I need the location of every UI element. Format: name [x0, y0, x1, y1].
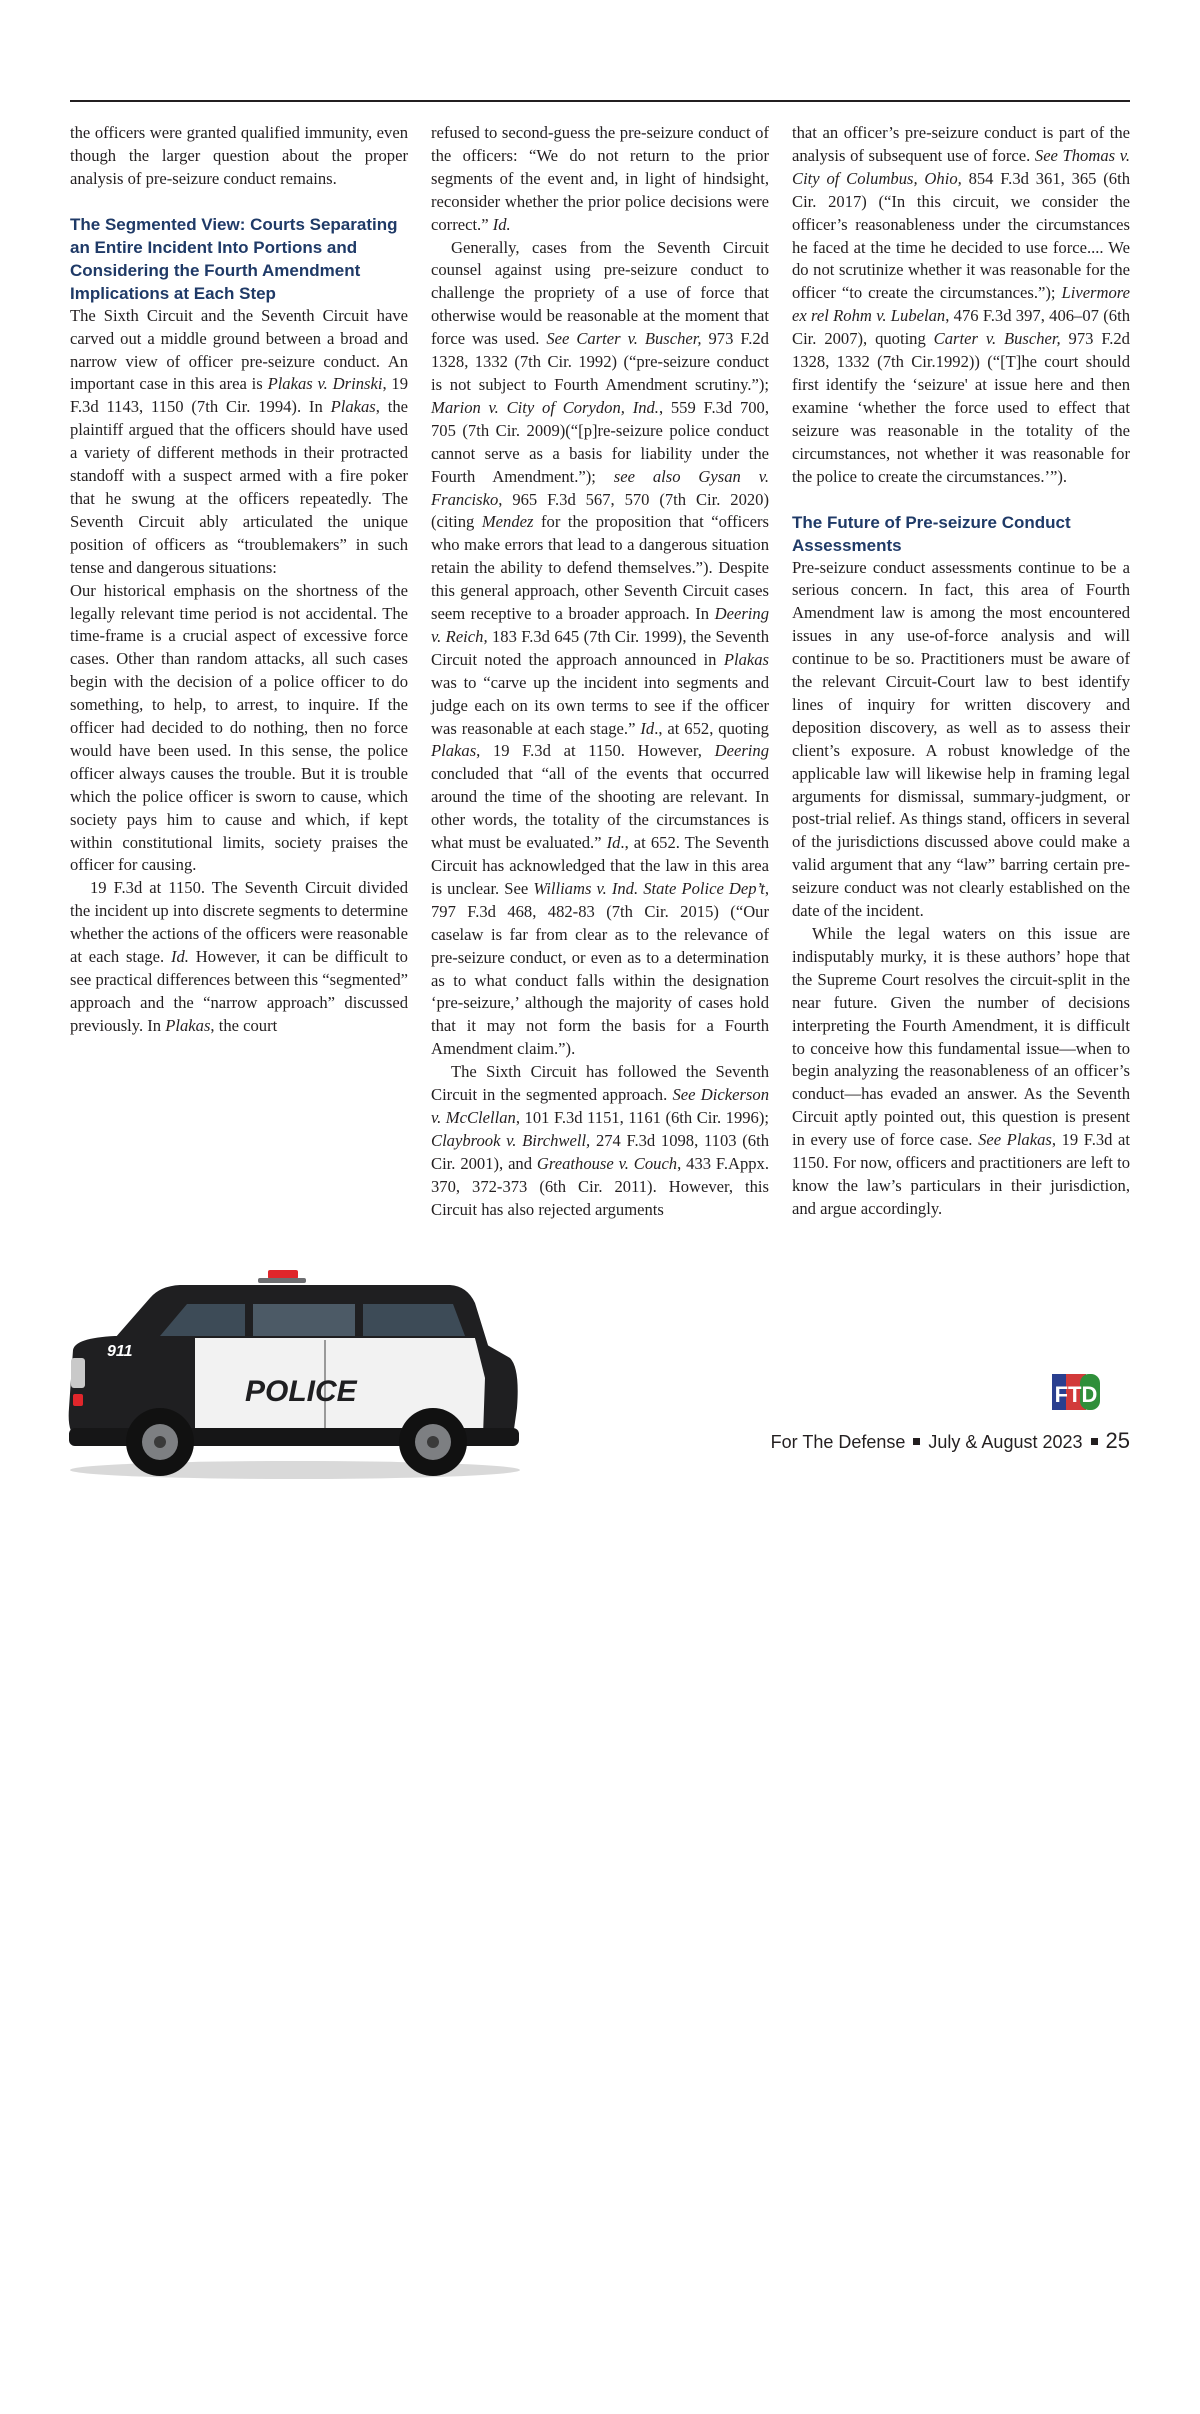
block-quote: Our historical emphasis on the shortness of the legally relevant time period is not accidental. The time-frame is a crucial aspect of excessive force cases. Other than random attacks, all such cases begin with the decision of a police officer to do something, to help, to arrest, to inquire. If the officer had decided to do nothing, then no force would have been used. In this sense, the police officer always causes the trouble. But it is trouble which the police officer is sworn to cause, which society pays him to cause and which, if kept within constitutional limits, society praises the officer for causing. — [70, 580, 408, 875]
headlight — [71, 1358, 85, 1388]
section-heading: The Future of Pre-seizure Conduct Assessments — [792, 512, 1071, 555]
light-bar-base — [258, 1278, 306, 1283]
car-window-rear — [363, 1304, 465, 1336]
police-suv-illustration — [55, 1258, 525, 1483]
paragraph: While the legal waters on this issue are indisputably murky, it is these authors’ hope that the Supreme Court resolves the circuit-split in the near future. Given the number of decisions interpreting the Fourth Amendment, it is difficult to conceive how this fundamental issue—when to begin analyzing the reasonableness of an officer’s conduct—has evaded an answer. As the Seventh Circuit aptly pointed out, this question is present in every use of force case. See Plakas, 19 F.3d at 1150. For now, officers and practitioners are left to know the law’s particulars in their jurisdiction, and argue accordingly. — [792, 924, 1131, 1218]
car-window-middle — [253, 1304, 355, 1336]
light-bar — [268, 1270, 298, 1279]
header-rule — [70, 100, 1130, 102]
column-1 — [70, 122, 408, 1038]
publication-name: For The Defense — [770, 1432, 906, 1452]
paragraph: 19 F.3d at 1150. The Seventh Circuit divided the incident up into discrete segments to determine whether the actions of the officers were reasonable at each stage. Id. However, it can be difficult to see practical differences between this “segmented” approach and the “narrow approach” discussed previously. In Plakas, the court — [70, 878, 408, 1035]
paragraph: The Sixth Circuit has followed the Seventh Circuit in the segmented approach. See Dickerson v. McClellan, 101 F.3d 1151, 1161 (6th Cir. 1996); Claybrook v. Birchwell, 274 F.3d 1098, 1103 (6th Cir. 2001), and Greathouse v. Couch, 433 F.Appx. 370, 372-373 (6th Cir. 2011). However, this Circuit has also rejected arguments — [431, 1062, 769, 1219]
car-door-text: POLICE — [245, 1375, 357, 1408]
paragraph: Generally, cases from the Seventh Circuit counsel against using pre-seizure conduct to challenge the propriety of a use of force that otherwise would be reasonable at the moment that force was used. See Carter v. Buscher, 973 F.2d 1328, 1332 (7th Cir. 1992) (“pre-seizure conduct is not subject to Fourth Amendment scrutiny.”); Marion v. City of Corydon, Ind., 559 F.3d 700, 705 (7th Cir. 2009)(“[p]re-seizure police conduct cannot serve as a basis for liability under the Fourth Amendment.”); see also Gysan v. Francisko, 965 F.3d 567, 570 (7th Cir. 2020) (citing Mendez for the proposition that “officers who make errors that lead to a dangerous situation retain the ability to defend themselves.”). Despite this general approach, other Seventh Circuit cases seem receptive to a broader approach. In Deering v. Reich, 183 F.3d 645 (7th Cir. 1999), the Seventh Circuit noted the approach announced in Plakas was to “carve up the incident into segments and judge each on its own terms to see if the officer was reasonable at each stage.” Id., at 652, quoting Plakas, 19 F.3d at 1150. However, Deering concluded that “all of the events that occurred around the time of the shooting are relevant. In other words, the totality of the circumstances is what must be evaluated.” Id., at 652. The Seventh Circuit has acknowledged that the law in this area is unclear. See Williams v. Ind. State Police Dep’t, 797 F.3d 468, 482-83 (7th Cir. 2015) (“Our caselaw is far from clear as to the relevance of pre-seizure conduct, or even as to a determination as to what conduct falls within the designation ‘pre-seizure,’ although the majority of cases hold that it may not form the basis for a Fourth Amendment claim.”). — [431, 237, 770, 1059]
separator-square-icon — [1091, 1438, 1098, 1445]
paragraph: Pre-seizure conduct assessments continue to be a serious concern. In fact, this area of Fourth Amendment law is among the most encountered issues in any use-of-force analysis and will continue to be so. Practitioners must be aware of the relevant Circuit-Court law to best identify lines of inquiry for written discovery and deposition discovery, as well as to assess their client’s exposure. A robust knowledge of the applicable law will likewise help in framing legal arguments for dismissal, summary-judgment, or post-trial relief. As things stand, officers in several of the jurisdictions discussed above could make a valid argument that any “law” barring certain pre-seizure conduct was not clearly established on the date of the incident. — [792, 557, 1130, 921]
page-number: 25 — [1105, 1428, 1130, 1453]
paragraph: refused to second-guess the pre-seizure conduct of the officers: “We do not return to the prior segments of the event and, in light of hindsight, reconsider whether the prior police decisions were correct.” Id. — [431, 123, 769, 234]
front-light — [73, 1394, 83, 1406]
ftd-logo — [1052, 1372, 1100, 1412]
issue-date: July & August 2023 — [928, 1432, 1083, 1452]
column-3 — [792, 122, 1130, 1221]
page-footer — [771, 1428, 1130, 1454]
logo-text: FTD — [1054, 1382, 1098, 1407]
paragraph: that an officer’s pre-seizure conduct is part of the analysis of subsequent use of force. See Thomas v. City of Columbus, Ohio, 854 F.3d 361, 365 (6th Cir. 2017) (“In this circuit, we consider the officer’s reasonableness under the circumstances he faced at the time he decided to use force.... We do not scrutinize whether it was reasonable for the officer “to create the circumstances.”); Livermore ex rel Rohm v. Lubelan, 476 F.3d 397, 406–07 (6th Cir. 2007), quoting Carter v. Buscher, 973 F.2d 1328, 1332 (7th Cir.1992)) (“[T]he court should first identify the ‘seizure' at issue here and then examine ‘whether the force used to effect that seizure was reasonable in the totality of the circumstances, not whether it was reasonable for the police to create the circumstances.’”). — [792, 123, 1130, 486]
paragraph: the officers were granted qualified immunity, even though the larger question about the proper analysis of pre-seizure conduct remains. — [70, 123, 408, 188]
car-hood-text: 911 — [107, 1343, 133, 1360]
section-heading: The Segmented View: Courts Separating an Entire Incident Into Portions and Considering the Fourth Amendment Implications at Each Step — [70, 214, 398, 303]
separator-square-icon — [913, 1438, 920, 1445]
paragraph: The Sixth Circuit and the Seventh Circuit have carved out a middle ground between a broad and narrow view of officer pre-seizure conduct. An important case in this area is Plakas v. Drinski, 19 F.3d 1143, 1150 (7th Cir. 1994). In Plakas, the plaintiff argued that the officers should have used a variety of different methods in their protracted standoff with a suspect armed with a fire poker that he swung at the officers repeatedly. The Seventh Circuit ably articulated the unique position of officers as “troublemakers” in such tense and dangerous situations: — [70, 305, 408, 577]
